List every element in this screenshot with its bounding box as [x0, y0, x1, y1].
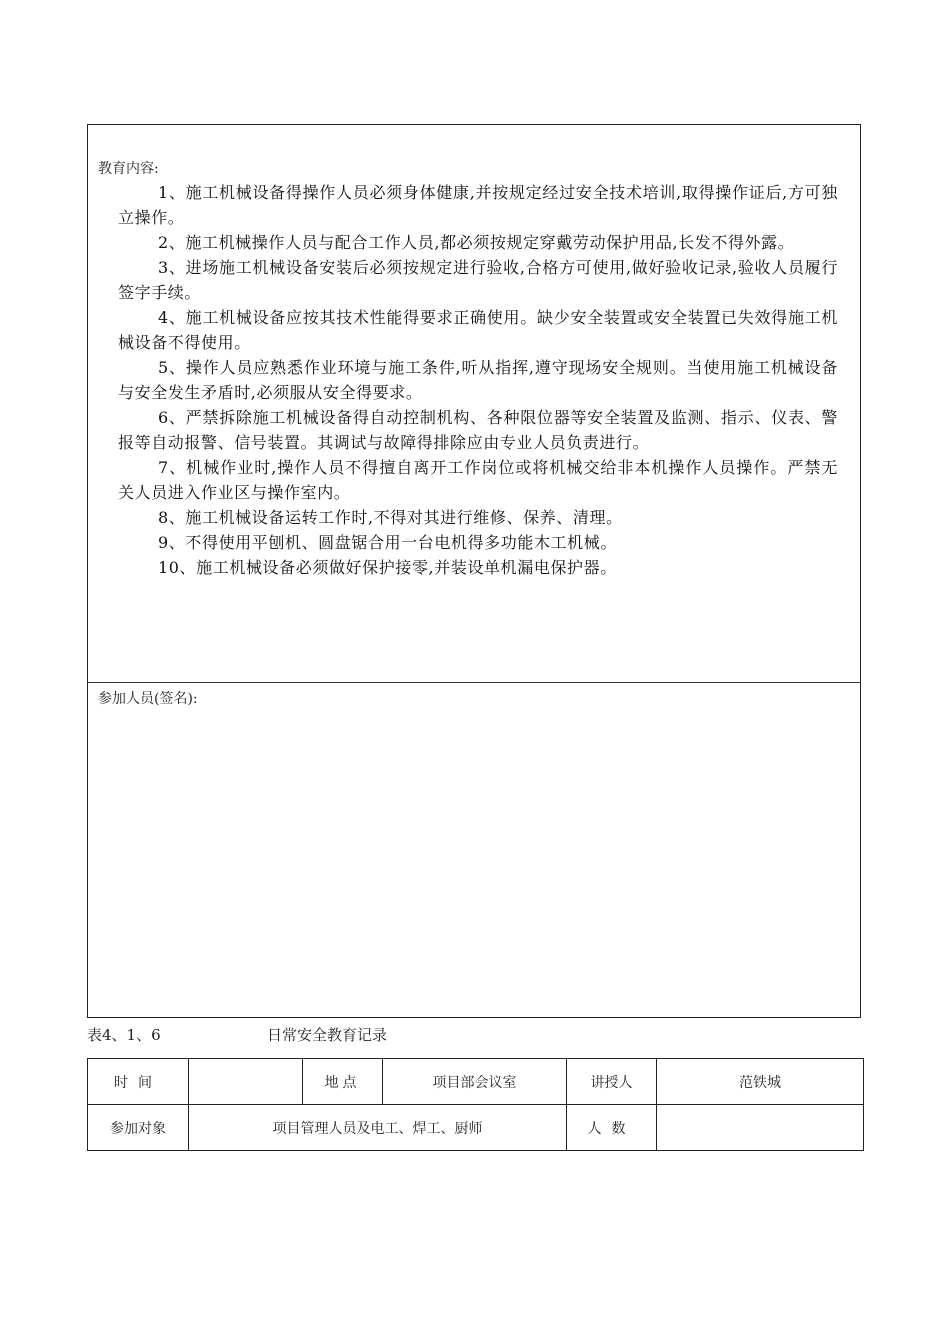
education-item: 4、施工机械设备应按其技术性能得要求正确使用。缺少安全装置或安全装置已失效得施工机械设备不得使用。	[118, 308, 838, 352]
education-items	[118, 180, 838, 580]
education-section	[87, 124, 861, 1018]
table-caption	[87, 1024, 388, 1045]
education-label: 教育内容:	[98, 161, 159, 177]
location-label: 地点	[303, 1059, 383, 1105]
lecturer-label: 讲授人	[567, 1059, 657, 1105]
education-item: 9、不得使用平刨机、圆盘锯合用一台电机得多功能木工机械。	[158, 533, 617, 552]
education-item: 5、操作人员应熟悉作业环境与施工条件,听从指挥,遵守现场安全规则。当使用施工机械设备与安全发生矛盾时,必须服从安全得要求。	[118, 358, 838, 402]
participants-label: 参加人员(签名):	[98, 691, 198, 707]
table-number: 表4、1、6	[87, 1026, 161, 1044]
education-item: 3、进场施工机械设备安装后必须按规定进行验收,合格方可使用,做好验收记录,验收人员履行签字手续。	[118, 258, 838, 302]
education-item: 6、严禁拆除施工机械设备得自动控制机构、各种限位器等安全装置及监测、指示、仪表、警报等自动报警、信号装置。其调试与故障得排除应由专业人员负责进行。	[118, 408, 838, 452]
target-label: 参加对象	[88, 1105, 189, 1151]
count-value[interactable]	[657, 1105, 864, 1151]
section-divider	[88, 682, 860, 683]
table-row	[88, 1059, 864, 1105]
table-title: 日常安全教育记录	[267, 1026, 388, 1044]
target-value: 项目管理人员及电工、焊工、厨师	[189, 1105, 567, 1151]
count-label: 人数	[567, 1105, 657, 1151]
education-item: 2、施工机械操作人员与配合工作人员,都必须按规定穿戴劳动保护用品,长发不得外露。	[158, 233, 795, 252]
education-item: 8、施工机械设备运转工作时,不得对其进行维修、保养、清理。	[158, 508, 623, 527]
record-table	[87, 1058, 864, 1151]
education-item: 7、机械作业时,操作人员不得擅自离开工作岗位或将机械交给非本机操作人员操作。严禁无关人员进入作业区与操作室内。	[118, 458, 838, 502]
location-value: 项目部会议室	[383, 1059, 567, 1105]
time-value[interactable]	[189, 1059, 303, 1105]
education-item: 1、施工机械设备得操作人员必须身体健康,并按规定经过安全技术培训,取得操作证后,方可独立操作。	[118, 183, 838, 227]
lecturer-value: 范铁城	[657, 1059, 864, 1105]
table-row	[88, 1105, 864, 1151]
education-item: 10、施工机械设备必须做好保护接零,并装设单机漏电保护器。	[158, 558, 617, 577]
time-label: 时间	[88, 1059, 189, 1105]
